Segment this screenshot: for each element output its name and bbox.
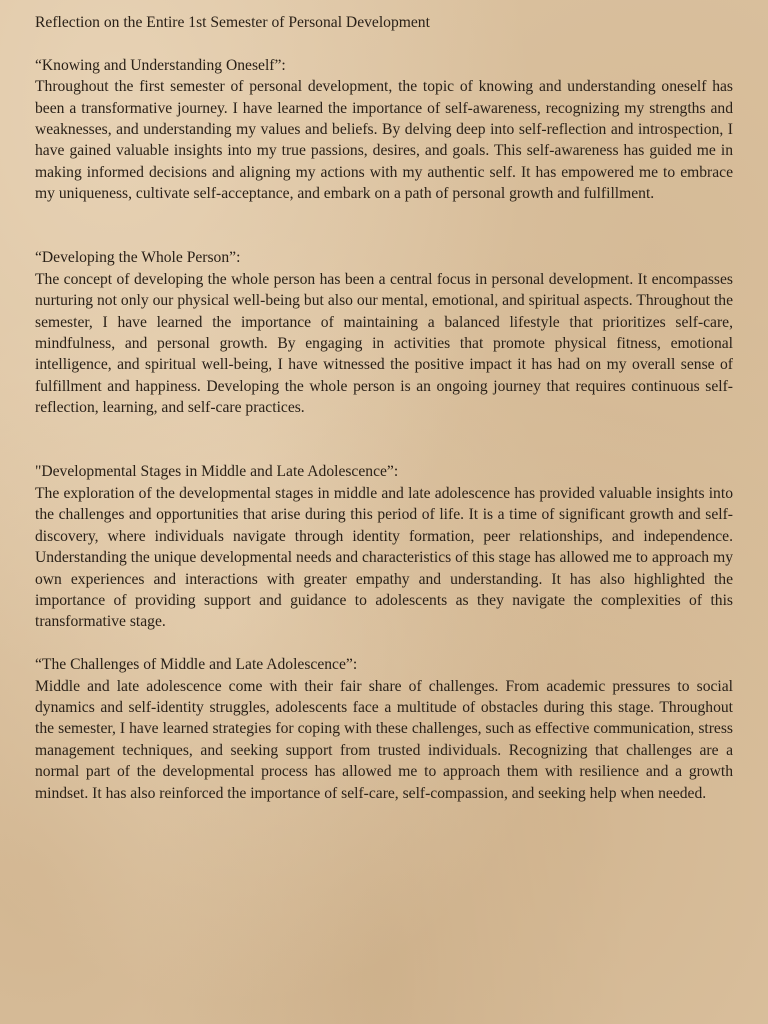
section-heading: “The Challenges of Middle and Late Adolescence”:	[35, 656, 358, 674]
section-knowing-oneself	[35, 55, 733, 205]
section-heading: "Developmental Stages in Middle and Late Adolescence”:	[35, 463, 399, 481]
section-body: Middle and late adolescence come with their fair share of challenges. From academic pressures to social dynamics and self-identity struggles, adolescents face a multitude of obstacles during this stage. Throughout the semester, I have learned strategies for coping with these challenges, such as effective communication, stress management techniques, and seeking support from trusted individuals. Recognizing that challenges are a normal part of the developmental process has allowed me to approach them with resilience and a growth mindset. It has also reinforced the importance of self-care, self-compassion, and seeking help when needed.	[35, 677, 733, 802]
section-heading: “Knowing and Understanding Oneself”:	[35, 56, 286, 74]
section-challenges	[35, 654, 733, 804]
section-spacer	[35, 205, 733, 248]
section-whole-person	[35, 247, 733, 418]
section-spacer	[35, 419, 733, 462]
section-body: Throughout the first semester of personal development, the topic of knowing and understanding oneself has been a transformative journey. I have learned the importance of self-awareness, recognizing my strengths and weaknesses, and understanding my values and beliefs. By delving deep into self-reflection and introspection, I have gained valuable insights into my true passions, desires, and goals. This self-awareness has guided me in making informed decisions and aligning my actions with my authentic self. It has empowered me to embrace my uniqueness, cultivate self-acceptance, and embark on a path of personal growth and fulfillment.	[35, 78, 733, 203]
document-page	[35, 12, 733, 804]
section-developmental-stages	[35, 461, 733, 632]
section-body: The concept of developing the whole person has been a central focus in personal development. It encompasses nurturing not only our physical well-being but also our mental, emotional, and spiritual aspects. Throughout the semester, I have learned the importance of maintaining a balanced lifestyle that prioritizes self-care, mindfulness, and personal growth. By engaging in activities that promote physical fitness, emotional intelligence, and spiritual well-being, I have witnessed the positive impact it has had on my overall sense of fulfillment and happiness. Developing the whole person is an ongoing journey that requires continuous self-reflection, learning, and self-care practices.	[35, 270, 733, 417]
section-spacer	[35, 633, 733, 654]
document-title: Reflection on the Entire 1st Semester of Personal Development	[35, 14, 430, 31]
section-body: The exploration of the developmental stages in middle and late adolescence has provided valuable insights into the challenges and opportunities that arise during this period of life. It is a time of significant growth and self-discovery, where individuals navigate through identity formation, peer relationships, and independence. Understanding the unique developmental needs and characteristics of this stage has allowed me to approach my own experiences and interactions with greater empathy and understanding. It has also highlighted the importance of providing support and guidance to adolescents as they navigate the complexities of this transformative stage.	[35, 484, 733, 631]
section-heading: “Developing the Whole Person”:	[35, 249, 241, 267]
